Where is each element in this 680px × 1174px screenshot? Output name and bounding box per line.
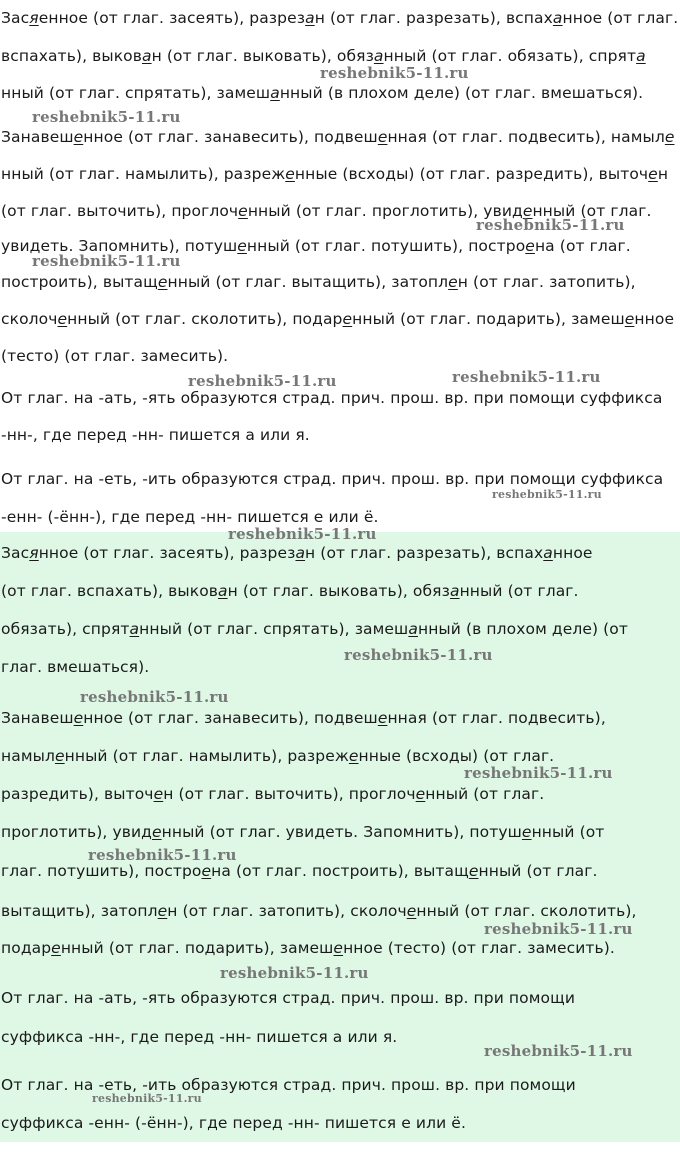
text-segment: на (от глаг. построить), вытащ xyxy=(211,862,469,880)
text-segment: увидеть. Запомнить), потуш xyxy=(1,237,238,255)
text-segment: нный (от глаг. обязать), спрят xyxy=(383,47,637,65)
highlighted-vowel: е xyxy=(406,902,417,920)
highlighted-vowel: е xyxy=(57,310,68,328)
bottom-text-line xyxy=(1,581,579,601)
watermark-logo: reshebnik5-11.ru xyxy=(32,252,181,270)
top-text-line xyxy=(1,83,643,103)
highlighted-vowel: а xyxy=(373,47,384,65)
text-segment: н (от глаг. затопить), xyxy=(457,273,636,291)
top-text-line xyxy=(1,8,678,28)
text-segment: нный (от глаг. xyxy=(478,862,598,880)
text-segment: Зас xyxy=(1,9,30,27)
text-segment: вспахать), выков xyxy=(1,47,142,65)
watermark-logo: reshebnik5-11.ru xyxy=(88,846,237,864)
highlighted-vowel: е xyxy=(157,273,168,291)
text-segment: н (от глаг. выковать), обяз xyxy=(151,47,374,65)
text-segment: Занавеш xyxy=(1,709,74,727)
text-segment: От глаг. на -ать, -ять образуются страд. прич. прош. вр. при помощи суффикса xyxy=(1,389,663,407)
text-segment: нные (всходы) (от глаг. разредить), выточ xyxy=(294,165,649,183)
top-text-line xyxy=(1,469,663,489)
highlighted-vowel: е xyxy=(624,310,635,328)
text-segment: -енн- (-ённ-), где перед -нн- пишется е или ё. xyxy=(1,508,379,526)
highlighted-vowel: е xyxy=(237,237,247,255)
text-segment: н (от глаг. разрезать), вспах xyxy=(305,544,544,562)
text-segment: нное (от глаг. занавесить), подвеш xyxy=(83,709,378,727)
highlighted-vowel: е xyxy=(333,939,344,957)
text-segment: нный (от глаг. подарить), замеш xyxy=(352,310,625,328)
text-segment: нный (от глаг. сколотить), xyxy=(416,902,637,920)
highlighted-vowel: е xyxy=(468,862,479,880)
text-segment: разредить), выточ xyxy=(1,785,154,803)
highlighted-vowel: е xyxy=(521,823,532,841)
highlighted-vowel: е xyxy=(448,273,458,291)
text-segment: суффикса -енн- (-ённ-), где перед -нн- пишется е или ё. xyxy=(1,1114,466,1132)
text-segment: нное (от глаг. занавесить), подвеш xyxy=(83,128,378,146)
watermark-logo: reshebnik5-11.ru xyxy=(484,920,633,938)
text-segment: н (от глаг. разрезать), вспах xyxy=(314,9,553,27)
highlighted-vowel: е xyxy=(157,902,168,920)
highlighted-vowel: е xyxy=(201,862,212,880)
bottom-text-line xyxy=(1,988,575,1008)
watermark-logo: reshebnik5-11.ru xyxy=(32,108,181,126)
top-text-line xyxy=(1,272,636,292)
highlighted-vowel: е xyxy=(285,165,295,183)
text-segment: построить), вытащ xyxy=(1,273,158,291)
highlighted-vowel: е xyxy=(342,310,353,328)
text-segment: нный (от глаг. потушить), постро xyxy=(246,237,526,255)
watermark-logo: reshebnik5-11.ru xyxy=(188,372,337,390)
text-segment: енное (от глаг. засеять), разрез xyxy=(38,9,306,27)
highlighted-vowel: е xyxy=(648,165,658,183)
text-segment: нный (от глаг. проглотить), увид xyxy=(247,202,523,220)
highlighted-vowel: а xyxy=(552,9,563,27)
text-segment: (тесто) (от глаг. замесить). xyxy=(1,347,229,365)
top-text-line xyxy=(1,507,379,527)
text-segment: нное (от глаг. засеять), разрез xyxy=(38,544,296,562)
highlighted-vowel: а xyxy=(449,582,460,600)
top-text-line xyxy=(1,425,310,445)
highlighted-vowel: е xyxy=(348,747,359,765)
text-segment: нный (в плохом деле) (от глаг. вмешаться). xyxy=(279,84,644,102)
text-segment: сколоч xyxy=(1,310,58,328)
highlighted-vowel: е xyxy=(238,202,248,220)
text-segment: Зас xyxy=(1,544,30,562)
text-segment: От глаг. на -еть, -ить образуются страд. прич. прош. вр. при помощи суффикса xyxy=(1,470,664,488)
highlighted-vowel: е xyxy=(664,128,675,146)
text-segment: нный (от глаг. xyxy=(459,582,579,600)
text-segment: (от глаг. вспахать), выков xyxy=(1,582,219,600)
highlighted-vowel: я xyxy=(29,9,39,27)
highlighted-vowel: е xyxy=(151,823,162,841)
text-segment: Занавеш xyxy=(1,128,74,146)
top-text-line xyxy=(1,388,662,408)
bottom-text-line xyxy=(1,938,615,958)
top-text-line xyxy=(1,346,228,366)
watermark-logo: reshebnik5-11.ru xyxy=(476,216,625,234)
text-segment: глаг. потушить), постро xyxy=(1,862,202,880)
watermark-logo: reshebnik5-11.ru xyxy=(80,688,229,706)
watermark-logo: reshebnik5-11.ru xyxy=(492,488,602,501)
text-segment: нный (от глаг. увидеть. Запомнить), потуш xyxy=(161,823,522,841)
text-segment: суффикса -нн-, где перед -нн- пишется а или я. xyxy=(1,1028,398,1046)
text-segment: -нн-, где перед -нн- пишется а или я. xyxy=(1,426,310,444)
highlighted-vowel: а xyxy=(129,620,140,638)
watermark-logo: reshebnik5-11.ru xyxy=(220,964,369,982)
text-segment: нный (от глаг. xyxy=(425,785,545,803)
text-segment: нные (всходы) (от глаг. xyxy=(358,747,555,765)
bottom-text-line xyxy=(1,657,149,677)
top-text-line xyxy=(1,164,668,184)
text-segment: нный (от глаг. намылить), разреж xyxy=(1,165,286,183)
text-segment: подар xyxy=(1,939,52,957)
text-segment: нная (от глаг. подвесить), xyxy=(387,709,606,727)
text-segment: нное xyxy=(634,310,675,328)
highlighted-vowel: е xyxy=(73,709,84,727)
text-segment: (от глаг. выточить), проглоч xyxy=(1,202,239,220)
bottom-text-line xyxy=(1,746,554,766)
text-segment: нная (от глаг. подвесить), намыл xyxy=(387,128,665,146)
bottom-text-line xyxy=(1,619,628,639)
watermark-logo: reshebnik5-11.ru xyxy=(92,1092,202,1105)
highlighted-vowel: а xyxy=(270,84,280,102)
text-segment: нный (от глаг. намылить), разреж xyxy=(64,747,349,765)
top-text-line xyxy=(1,46,646,66)
text-segment: н xyxy=(657,165,669,183)
bottom-text-line xyxy=(1,901,637,921)
text-segment: на (от глаг. xyxy=(534,237,631,255)
bottom-text-line xyxy=(1,708,606,728)
text-segment: нный (от глаг. сколотить), подар xyxy=(67,310,343,328)
highlighted-vowel: а xyxy=(295,544,306,562)
text-segment: нное (тесто) (от глаг. замесить). xyxy=(343,939,615,957)
bottom-text-line xyxy=(1,784,544,804)
text-segment: нное (от глаг. xyxy=(562,9,679,27)
bottom-text-line xyxy=(1,543,593,563)
highlighted-vowel: е xyxy=(54,747,65,765)
watermark-logo: reshebnik5-11.ru xyxy=(228,525,377,543)
highlighted-vowel: е xyxy=(73,128,84,146)
bottom-text-line xyxy=(1,822,604,842)
bottom-text-line xyxy=(1,1027,397,1047)
text-segment: глаг. вмешаться). xyxy=(1,658,150,676)
text-segment: От глаг. на -ать, -ять образуются страд. прич. прош. вр. при помощи xyxy=(1,989,576,1007)
text-segment: нный (от глаг. спрятать), замеш xyxy=(1,84,271,102)
highlighted-vowel: е xyxy=(377,128,388,146)
text-segment: обязать), спрят xyxy=(1,620,130,638)
highlighted-vowel: е xyxy=(525,237,535,255)
bottom-text-line xyxy=(1,861,598,881)
text-segment: вытащить), затопл xyxy=(1,902,158,920)
watermark-logo: reshebnik5-11.ru xyxy=(320,64,469,82)
highlighted-vowel: я xyxy=(29,544,39,562)
text-segment: н (от глаг. затопить), сколоч xyxy=(167,902,407,920)
highlighted-vowel: е xyxy=(153,785,164,803)
top-text-line xyxy=(1,309,674,329)
highlighted-vowel: е xyxy=(51,939,61,957)
bottom-text-line xyxy=(1,1075,576,1095)
text-segment: нное xyxy=(552,544,593,562)
text-segment: нный (в плохом деле) (от xyxy=(417,620,629,638)
text-segment: нный (от xyxy=(531,823,605,841)
highlighted-vowel: е xyxy=(377,709,388,727)
watermark-logo: reshebnik5-11.ru xyxy=(464,764,613,782)
text-segment: н (от глаг. выковать), обяз xyxy=(227,582,450,600)
text-segment: проглотить), увид xyxy=(1,823,152,841)
highlighted-vowel: е xyxy=(522,202,533,220)
highlighted-vowel: а xyxy=(543,544,553,562)
text-segment: нный (от глаг. xyxy=(532,202,652,220)
text-segment: нный (от глаг. вытащить), затопл xyxy=(167,273,449,291)
watermark-logo: reshebnik5-11.ru xyxy=(484,1042,633,1060)
highlighted-vowel: а xyxy=(408,620,418,638)
highlighted-vowel: а xyxy=(218,582,228,600)
top-text-line xyxy=(1,127,674,147)
highlighted-vowel: а xyxy=(141,47,152,65)
watermark-logo: reshebnik5-11.ru xyxy=(344,646,493,664)
text-segment: нный (от глаг. спрятать), замеш xyxy=(139,620,409,638)
highlighted-vowel: е xyxy=(415,785,426,803)
highlighted-vowel: а xyxy=(636,47,646,65)
text-segment: намыл xyxy=(1,747,55,765)
bottom-text-line xyxy=(1,1113,466,1133)
text-segment: н (от глаг. выточить), проглоч xyxy=(163,785,416,803)
watermark-logo: reshebnik5-11.ru xyxy=(452,368,601,386)
text-segment: нный (от глаг. подарить), замеш xyxy=(60,939,334,957)
text-segment: От глаг. на -еть, -ить образуются страд. прич. прош. вр. при помощи xyxy=(1,1076,576,1094)
highlighted-vowel: а xyxy=(305,9,315,27)
